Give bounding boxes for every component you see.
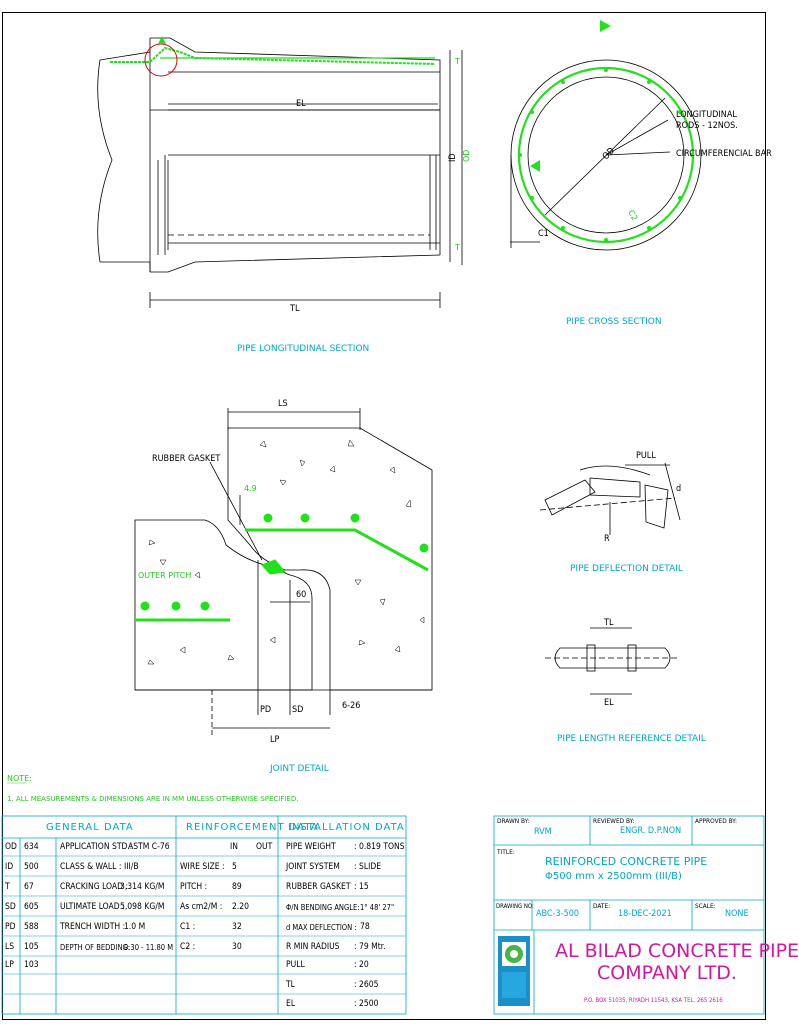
rf-key: C1 : bbox=[180, 922, 196, 932]
dim-49: 4.9 bbox=[244, 484, 257, 493]
rf-key: C2 : bbox=[180, 942, 196, 952]
reviewed-by-label: REVIEWED BY: bbox=[593, 817, 635, 825]
dim-tl: TL bbox=[290, 304, 300, 314]
c1-label: C1 bbox=[538, 229, 549, 239]
dim-t-top: T bbox=[455, 57, 460, 66]
outer-pitch-label: OUTER PITCH bbox=[138, 571, 192, 580]
inst-val: : 20 bbox=[354, 960, 369, 970]
dim-t-bottom: T bbox=[455, 243, 460, 252]
gd-mid-val: 3,314 KG/M bbox=[120, 882, 165, 892]
longitudinal-title: PIPE LONGITUDINAL SECTION bbox=[237, 344, 370, 354]
r-label: R bbox=[604, 534, 610, 544]
gd-key: T bbox=[5, 882, 10, 892]
rf-val: 89 bbox=[232, 882, 242, 892]
note-title: NOTE: bbox=[7, 774, 32, 783]
inst-key: PULL bbox=[286, 960, 305, 970]
inst-val: : SLIDE bbox=[354, 862, 382, 872]
dim-60: 60 bbox=[296, 590, 307, 600]
date: 18-DEC-2021 bbox=[618, 909, 672, 919]
dim-id: ID bbox=[448, 153, 458, 162]
gd-mid-val: ASTM C-76 bbox=[128, 842, 170, 852]
rf-val: 5 bbox=[232, 862, 237, 872]
inst-val: : 2500 bbox=[354, 999, 379, 1009]
gd-mid-key: CLASS & WALL : bbox=[60, 862, 122, 872]
gd-val: 634 bbox=[24, 842, 39, 852]
inst-val: : 79 Mtr. bbox=[354, 942, 386, 952]
gd-mid-val: 5,098 KG/M bbox=[120, 902, 165, 912]
gd-key: LP bbox=[5, 960, 14, 970]
company-address: P.O. BOX 51035, RIYADH 11543, KSA TEL. 265 2616 bbox=[584, 997, 723, 1004]
gd-key: PD bbox=[5, 922, 16, 932]
inst-key: R MIN RADIUS bbox=[286, 942, 340, 952]
inst-key: d MAX DEFLECTION : bbox=[286, 923, 357, 932]
rods-label: LONGITUDINAL bbox=[676, 110, 737, 120]
drawn-by: RVM bbox=[534, 827, 552, 837]
gd-key: SD bbox=[5, 902, 16, 912]
col-out: OUT bbox=[256, 842, 273, 852]
gd-mid-key: ULTIMATE LOAD : bbox=[60, 902, 125, 912]
gd-val: 588 bbox=[24, 922, 39, 932]
company-name-line1: AL BILAD CONCRETE PIPE bbox=[555, 940, 799, 962]
dim-od: OD bbox=[462, 149, 471, 162]
drawing-title-line2: Φ500 mm x 2500mm (III/B) bbox=[545, 871, 682, 882]
rf-key: As cm2/M : bbox=[180, 902, 223, 912]
c2-label: C2 bbox=[626, 208, 640, 223]
drawing-no-label: DRAWING NO: bbox=[496, 903, 534, 910]
deflection-title: PIPE DEFLECTION DETAIL bbox=[570, 564, 683, 574]
gd-mid-val: III/B bbox=[124, 862, 139, 872]
ref-el-label: EL bbox=[604, 698, 614, 708]
inst-key: PIPE WEIGHT bbox=[286, 842, 336, 852]
drawing-no: ABC-3-500 bbox=[536, 909, 580, 919]
rf-val: 30 bbox=[232, 942, 242, 952]
dim-ls: LS bbox=[278, 399, 288, 409]
gd-key: LS bbox=[5, 942, 15, 952]
gd-key: ID bbox=[5, 862, 14, 872]
gd-val: 103 bbox=[24, 960, 39, 970]
gd-mid-val: 0.30 - 11.80 M bbox=[124, 943, 174, 952]
pull-label: PULL bbox=[636, 451, 656, 461]
company-name-line2: COMPANY LTD. bbox=[597, 962, 737, 984]
drawing-title-line1: REINFORCED CONCRETE PIPE bbox=[545, 855, 708, 868]
date-label: DATE: bbox=[593, 902, 611, 910]
gasket-label: RUBBER GASKET bbox=[152, 454, 221, 464]
general-data-title: GENERAL DATA bbox=[46, 822, 134, 833]
rf-key: PITCH : bbox=[180, 882, 208, 892]
gd-val: 605 bbox=[24, 902, 39, 912]
inst-key: RUBBER GASKET bbox=[286, 882, 351, 892]
gd-mid-key: DEPTH OF BEDDING: bbox=[60, 943, 131, 952]
rods-label-2: RODS - 12NOS. bbox=[676, 121, 738, 131]
inst-val: 78 bbox=[360, 922, 370, 932]
note-text: 1. ALL MEASUREMENTS & DIMENSIONS ARE IN MM UNLESS OTHERWISE SPECIFIED. bbox=[7, 795, 299, 803]
ref-tl-label: TL bbox=[604, 618, 614, 628]
length-ref-title: PIPE LENGTH REFERENCE DETAIL bbox=[557, 734, 706, 744]
reinforcement-title: REINFORCEMENT DATA bbox=[186, 822, 319, 833]
col-in: IN bbox=[230, 842, 238, 852]
gd-mid-key: CRACKING LOAD : bbox=[60, 882, 129, 892]
dim-el: EL bbox=[296, 99, 306, 109]
joint-title: JOINT DETAIL bbox=[270, 764, 329, 774]
gd-val: 67 bbox=[24, 882, 34, 892]
lp-label: LP bbox=[270, 735, 280, 745]
drawn-by-label: DRAWN BY: bbox=[497, 817, 530, 825]
rf-val: 32 bbox=[232, 922, 242, 932]
gd-val: 105 bbox=[24, 942, 39, 952]
gd-mid-val: 1.0 M bbox=[124, 922, 146, 932]
circ-bar-label: CIRCUMFERENCIAL BAR bbox=[676, 149, 772, 159]
gd-mid-key: APPLICATION STD.: bbox=[60, 842, 133, 852]
inst-val: : 15 bbox=[354, 882, 369, 892]
cross-od-label: OD bbox=[601, 146, 618, 163]
scale: NONE bbox=[725, 909, 749, 919]
rf-key: WIRE SIZE : bbox=[180, 862, 225, 872]
rf-val: 2.20 bbox=[232, 902, 250, 912]
inst-key: JOINT SYSTEM bbox=[286, 862, 340, 872]
inst-val: : 2605 bbox=[354, 980, 379, 990]
d-label: d bbox=[676, 484, 682, 494]
reviewed-by: ENGR. D.P.NON bbox=[620, 826, 682, 836]
inst-val: 1° 48' 27" bbox=[360, 903, 395, 912]
gd-val: 500 bbox=[24, 862, 39, 872]
installation-title: INSTALLATION DATA bbox=[288, 822, 405, 833]
inst-key: Φ/N BENDING ANGLE: bbox=[286, 903, 360, 912]
scale-label: SCALE: bbox=[695, 902, 716, 910]
inst-key: EL bbox=[286, 999, 296, 1009]
dim-6-26: 6-26 bbox=[342, 701, 361, 711]
gd-mid-key: TRENCH WIDTH : bbox=[60, 922, 126, 932]
cross-title: PIPE CROSS SECTION bbox=[566, 317, 662, 327]
sd-label: SD bbox=[292, 705, 304, 715]
approved-by-label: APPROVED BY: bbox=[695, 817, 737, 825]
inst-key: TL bbox=[286, 980, 295, 990]
pd-label: PD bbox=[260, 705, 272, 715]
title-label: TITLE: bbox=[497, 848, 515, 856]
gd-key: OD bbox=[5, 842, 17, 852]
inst-val: : 0.819 TONS bbox=[354, 842, 405, 852]
